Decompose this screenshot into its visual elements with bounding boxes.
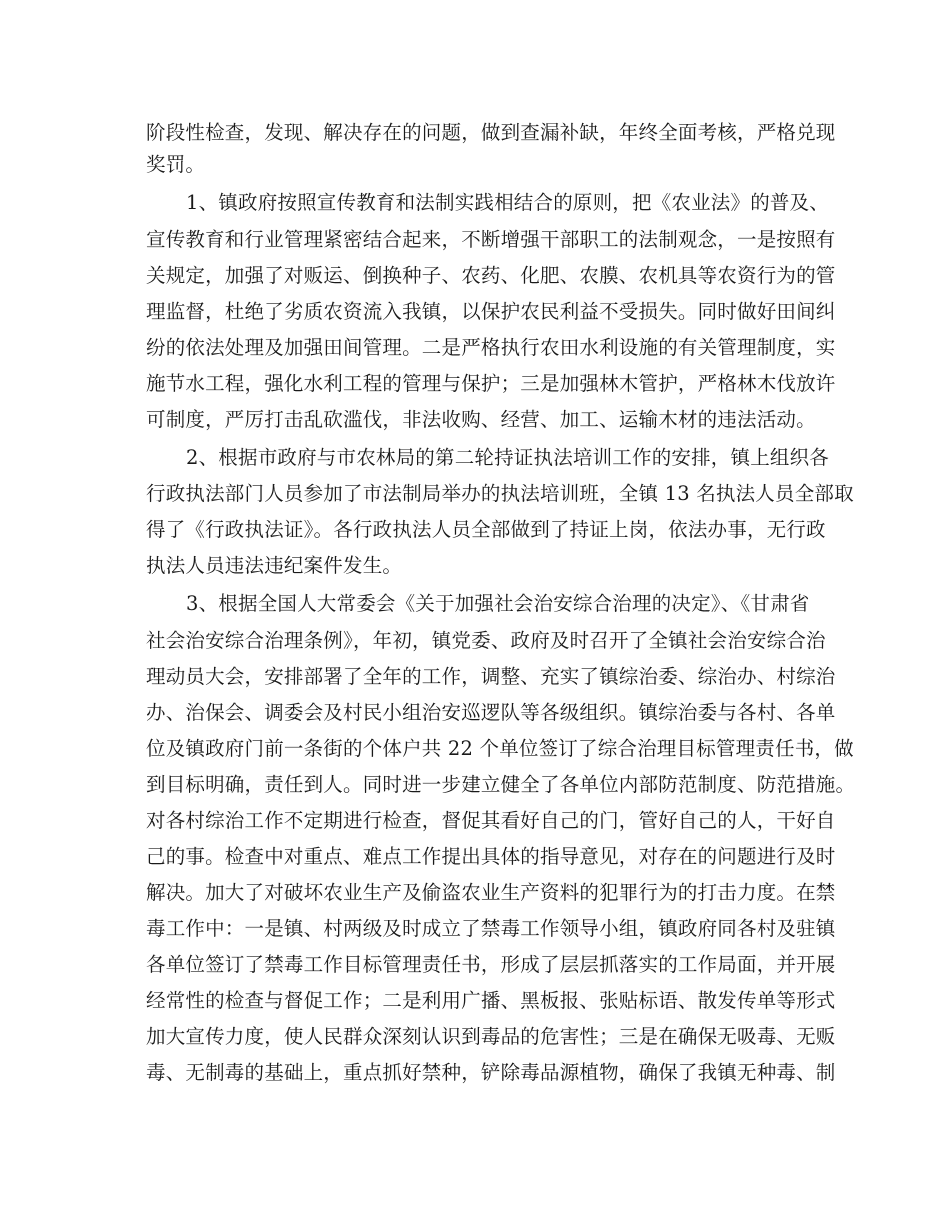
text-line: 社会治安综合治理条例》，年初，镇党委、政府及时召开了全镇社会治安综合治 xyxy=(146,629,826,652)
paragraph-2-start: 2、根据市政府与市农林局的第二轮持证执法培训工作的安排，镇上组织各 xyxy=(186,446,830,469)
text-line: 宣传教育和行业管理紧密结合起来，不断增强干部职工的法制观念，一是按照有 xyxy=(146,228,836,251)
text-line: 各单位签订了禁毒工作目标管理责任书，形成了层层抓落实的工作局面，并开展 xyxy=(146,953,836,976)
text-line: 可制度，严厉打击乱砍滥伐，非法收购、经营、加工、运输木材的违法活动。 xyxy=(146,408,816,431)
text-line: 奖罚。 xyxy=(146,153,206,176)
text-line: 执法人员违法违纪案件发生。 xyxy=(146,554,403,577)
text-line: 施节水工程，强化水利工程的管理与保护；三是加强林木管护，严格林木伐放许 xyxy=(146,372,836,395)
text-line: 经常性的检查与督促工作；二是利用广播、黑板报、张贴标语、散发传单等形式 xyxy=(146,989,836,1012)
text-line: 对各村综治工作不定期进行检查，督促其看好自己的门，管好自己的人，干好自 xyxy=(146,809,836,832)
text-line: 到目标明确，责任到人。同时进一步建立健全了各单位内部防范制度、防范措施。 xyxy=(146,773,856,796)
paragraph-3-start: 3、根据全国人大常委会《关于加强社会治安综合治理的决定》、《甘肃省 xyxy=(186,592,810,615)
text-line: 理监督，杜绝了劣质农资流入我镇，以保护农民利益不受损失。同时做好田间纠 xyxy=(146,300,836,323)
text-line: 办、治保会、调委会及村民小组治安巡逻队等各级组织。镇综治委与各村、各单 xyxy=(146,701,836,724)
text-line: 加大宣传力度，使人民群众深刻认识到毒品的危害性；三是在确保无吸毒、无贩 xyxy=(146,1025,836,1048)
text-line: 纷的依法处理及加强田间管理。二是严格执行农田水利设施的有关管理制度，实 xyxy=(146,336,836,359)
text-line: 理动员大会，安排部署了全年的工作，调整、充实了镇综治委、综治办、村综治 xyxy=(146,665,836,688)
text-line: 毒、无制毒的基础上，重点抓好禁种，铲除毒品源植物，确保了我镇无种毒、制 xyxy=(146,1061,836,1084)
text-line: 关规定，加强了对贩运、倒换种子、农药、化肥、农膜、农机具等农资行为的管 xyxy=(146,264,836,287)
text-line: 行政执法部门人员参加了市法制局举办的执法培训班，全镇 13 名执法人员全部取 xyxy=(146,482,854,505)
text-line: 得了《行政执法证》。各行政执法人员全部做到了持证上岗，依法办事，无行政 xyxy=(146,518,826,541)
text-line: 己的事。检查中对重点、难点工作提出具体的指导意见，对存在的问题进行及时 xyxy=(146,845,836,868)
text-line: 毒工作中：一是镇、村两级及时成立了禁毒工作领导小组，镇政府同各村及驻镇 xyxy=(146,917,836,940)
text-line: 位及镇政府门前一条街的个体户共 22 个单位签订了综合治理目标管理责任书，做 xyxy=(146,737,854,760)
paragraph-1-start: 1、镇政府按照宣传教育和法制实践相结合的原则，把《农业法》的普及、 xyxy=(186,191,830,214)
text-line: 阶段性检查，发现、解决存在的问题，做到查漏补缺，年终全面考核，严格兑现 xyxy=(146,121,836,144)
text-line: 解决。加大了对破坏农业生产及偷盗农业生产资料的犯罪行为的打击力度。在禁 xyxy=(146,881,836,904)
